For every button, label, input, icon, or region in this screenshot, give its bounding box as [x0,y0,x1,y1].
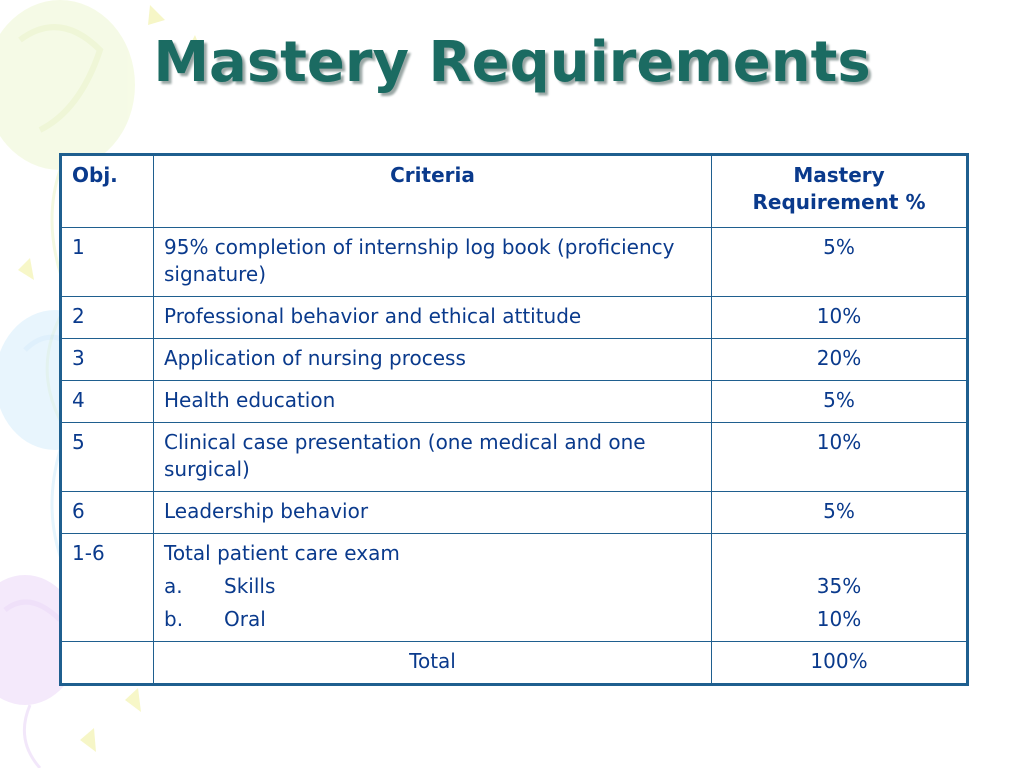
cell-pct: 5% [712,492,968,534]
cell-obj-empty [61,642,154,685]
cell-criteria: Professional behavior and ethical attitude [154,297,712,339]
cell-criteria-exam [154,534,712,642]
header-criteria: Criteria [154,155,712,228]
cell-criteria: 95% completion of internship log book (proficiency signature) [154,228,712,297]
exam-sub-item [164,567,701,600]
cell-obj: 6 [61,492,154,534]
cell-pct: 5% [712,228,968,297]
pct-spacer [722,540,956,567]
cell-obj: 4 [61,381,154,423]
cell-pct: 10% [712,297,968,339]
cell-obj: 1 [61,228,154,297]
cell-obj: 3 [61,339,154,381]
table-row [61,381,968,423]
table-row-total [61,642,968,685]
cell-criteria: Leadership behavior [154,492,712,534]
table-row [61,339,968,381]
mastery-table [59,153,969,686]
exam-sub-pct: 35% [816,574,862,598]
cell-criteria: Clinical case presentation (one medical and one surgical) [154,423,712,492]
table-row [61,297,968,339]
table-row-exam [61,534,968,642]
cell-obj: 5 [61,423,154,492]
cell-criteria: Health education [154,381,712,423]
table-row [61,423,968,492]
cell-obj: 1-6 [61,534,154,642]
total-label: Total [154,642,712,685]
slide-title: Mastery Requirements [153,30,871,95]
exam-sub-item [164,600,701,633]
cell-pct-exam [712,534,968,642]
list-marker: b. [164,607,184,631]
cell-pct: 20% [712,339,968,381]
table-header-row [61,155,968,228]
table-row [61,228,968,297]
mastery-table-container [59,153,966,686]
cell-obj: 2 [61,297,154,339]
list-marker: a. [164,574,183,598]
exam-sub-label: Oral [224,607,266,631]
cell-pct: 5% [712,381,968,423]
exam-sub-pct: 10% [816,607,862,631]
cell-criteria: Application of nursing process [154,339,712,381]
header-obj: Obj. [61,155,154,228]
exam-title: Total patient care exam [164,541,400,565]
table-row [61,492,968,534]
total-pct: 100% [712,642,968,685]
exam-sub-label: Skills [224,574,276,598]
cell-pct: 10% [712,423,968,492]
header-mastery: Mastery Requirement % [712,155,968,228]
